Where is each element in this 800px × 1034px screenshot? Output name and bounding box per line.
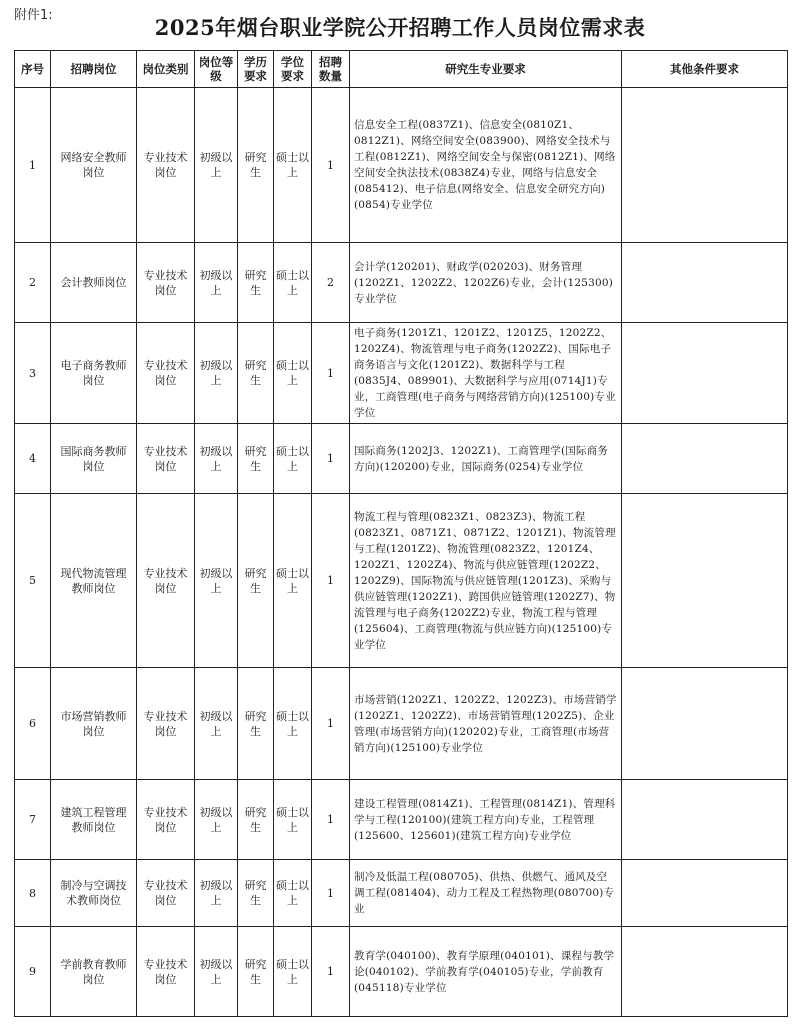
cell-count: 1	[312, 668, 350, 780]
cell-category: 专业技术岗位	[137, 927, 195, 1017]
cell-major: 教育学(040100)、教育学原理(040101)、课程与教学论(040102)、学前教育学(040105)专业，学前教育(045118)专业学位	[350, 927, 622, 1017]
cell-position: 学前教育教师岗位	[51, 927, 137, 1017]
header-seq: 序号	[15, 51, 51, 88]
cell-position: 制冷与空调技术教师岗位	[51, 860, 137, 927]
cell-count: 1	[312, 494, 350, 668]
cell-category: 专业技术岗位	[137, 88, 195, 243]
cell-other	[622, 668, 788, 780]
table-row	[15, 88, 788, 243]
cell-seq: 9	[15, 927, 51, 1017]
cell-degree: 硕士以上	[274, 494, 312, 668]
cell-count: 1	[312, 927, 350, 1017]
header-count: 招聘数量	[312, 51, 350, 88]
cell-major: 电子商务(1201Z1、1201Z2、1201Z5、1202Z2、1202Z4)、物流管理与电子商务(1202Z2)、国际电子商务语言与文化(1201Z2)、数据科学与工程(0835J4、089901)、大数据科学与应用(0714J1)专业，工商管理(电子商务与网络营销方向)(125100)专业学位	[350, 323, 622, 424]
cell-other	[622, 323, 788, 424]
header-other: 其他条件要求	[622, 51, 788, 88]
cell-position: 网络安全教师岗位	[51, 88, 137, 243]
cell-category: 专业技术岗位	[137, 243, 195, 323]
cell-other	[622, 243, 788, 323]
cell-seq: 4	[15, 424, 51, 494]
cell-seq: 2	[15, 243, 51, 323]
cell-seq: 7	[15, 780, 51, 860]
table-row	[15, 494, 788, 668]
cell-count: 1	[312, 323, 350, 424]
cell-other	[622, 88, 788, 243]
cell-degree: 硕士以上	[274, 323, 312, 424]
cell-education: 研究生	[238, 424, 274, 494]
cell-major: 制冷及低温工程(080705)、供热、供燃气、通风及空调工程(081404)、动力工程及工程热物理(080700)专业	[350, 860, 622, 927]
cell-category: 专业技术岗位	[137, 860, 195, 927]
cell-degree: 硕士以上	[274, 927, 312, 1017]
table-row	[15, 243, 788, 323]
cell-seq: 1	[15, 88, 51, 243]
cell-other	[622, 424, 788, 494]
cell-level: 初级以上	[195, 780, 238, 860]
cell-degree: 硕士以上	[274, 860, 312, 927]
cell-count: 1	[312, 860, 350, 927]
cell-category: 专业技术岗位	[137, 780, 195, 860]
cell-other	[622, 780, 788, 860]
cell-level: 初级以上	[195, 243, 238, 323]
cell-major: 国际商务(1202J3、1202Z1)、工商管理学(国际商务方向)(120200)专业，国际商务(0254)专业学位	[350, 424, 622, 494]
cell-degree: 硕士以上	[274, 88, 312, 243]
cell-category: 专业技术岗位	[137, 424, 195, 494]
cell-degree: 硕士以上	[274, 780, 312, 860]
cell-category: 专业技术岗位	[137, 323, 195, 424]
cell-seq: 8	[15, 860, 51, 927]
cell-other	[622, 860, 788, 927]
cell-degree: 硕士以上	[274, 243, 312, 323]
cell-count: 2	[312, 243, 350, 323]
cell-education: 研究生	[238, 780, 274, 860]
recruitment-table	[14, 50, 788, 1017]
cell-major: 建设工程管理(0814Z1)、工程管理(0814Z1)、管理科学与工程(120100)(建筑工程方向)专业，工程管理(125600、125601)(建筑工程方向)专业学位	[350, 780, 622, 860]
table-row	[15, 323, 788, 424]
cell-education: 研究生	[238, 494, 274, 668]
table-row	[15, 860, 788, 927]
cell-education: 研究生	[238, 323, 274, 424]
cell-education: 研究生	[238, 243, 274, 323]
cell-level: 初级以上	[195, 323, 238, 424]
header-major: 研究生专业要求	[350, 51, 622, 88]
cell-major: 会计学(120201)、财政学(020203)、财务管理(1202Z1、1202Z2、1202Z6)专业，会计(125300)专业学位	[350, 243, 622, 323]
cell-level: 初级以上	[195, 668, 238, 780]
cell-major: 市场营销(1202Z1、1202Z2、1202Z3)、市场营销学(1202Z1、1202Z2)、市场营销管理(1202Z5)、企业管理(市场营销方向)(120202)专业，工商管理(市场营销方向)(125100)专业学位	[350, 668, 622, 780]
cell-degree: 硕士以上	[274, 424, 312, 494]
cell-level: 初级以上	[195, 860, 238, 927]
cell-education: 研究生	[238, 668, 274, 780]
cell-major: 物流工程与管理(0823Z1、0823Z3)、物流工程(0823Z1、0871Z1、0871Z2、1201Z1)、物流管理与工程(1201Z2)、物流管理(0823Z2、1201Z4、1202Z1、1202Z4)、物流与供应链管理(1202Z2、1202Z9)、国际物流与供应链管理(1201Z3)、采购与供应链管理(1202Z1)、跨国供应链管理(1202Z7)、物流管理与电子商务(1202Z2)专业，物流工程与管理(125604)、工商管理(物流与供应链方向)(125100)专业学位	[350, 494, 622, 668]
table-row	[15, 424, 788, 494]
cell-category: 专业技术岗位	[137, 668, 195, 780]
cell-seq: 6	[15, 668, 51, 780]
cell-education: 研究生	[238, 860, 274, 927]
cell-position: 建筑工程管理教师岗位	[51, 780, 137, 860]
table-row	[15, 927, 788, 1017]
cell-count: 1	[312, 88, 350, 243]
table-row	[15, 780, 788, 860]
cell-position: 市场营销教师岗位	[51, 668, 137, 780]
document-title: 2025年烟台职业学院公开招聘工作人员岗位需求表	[154, 15, 646, 40]
cell-position: 现代物流管理教师岗位	[51, 494, 137, 668]
cell-other	[622, 494, 788, 668]
cell-position: 电子商务教师岗位	[51, 323, 137, 424]
header-level: 岗位等级	[195, 51, 238, 88]
table-row	[15, 668, 788, 780]
cell-level: 初级以上	[195, 424, 238, 494]
cell-count: 1	[312, 780, 350, 860]
cell-count: 1	[312, 424, 350, 494]
header-position: 招聘岗位	[51, 51, 137, 88]
table-header-row	[15, 51, 788, 88]
cell-position: 国际商务教师岗位	[51, 424, 137, 494]
cell-seq: 5	[15, 494, 51, 668]
cell-seq: 3	[15, 323, 51, 424]
cell-level: 初级以上	[195, 88, 238, 243]
cell-category: 专业技术岗位	[137, 494, 195, 668]
cell-other	[622, 927, 788, 1017]
header-category: 岗位类别	[137, 51, 195, 88]
cell-education: 研究生	[238, 927, 274, 1017]
cell-level: 初级以上	[195, 927, 238, 1017]
cell-major: 信息安全工程(0837Z1)、信息安全(0810Z1、0812Z1)、网络空间安全(083900)、网络安全技术与工程(0812Z1)、网络空间安全与保密(0812Z1)、网络空间安全执法技术(0838Z4)专业，网络与信息安全(085412)、电子信息(网络安全、信息安全研究方向)(0854)专业学位	[350, 88, 622, 243]
cell-degree: 硕士以上	[274, 668, 312, 780]
header-education: 学历要求	[238, 51, 274, 88]
cell-level: 初级以上	[195, 494, 238, 668]
attachment-label: 附件1:	[14, 8, 53, 23]
cell-position: 会计教师岗位	[51, 243, 137, 323]
header-degree: 学位要求	[274, 51, 312, 88]
cell-education: 研究生	[238, 88, 274, 243]
